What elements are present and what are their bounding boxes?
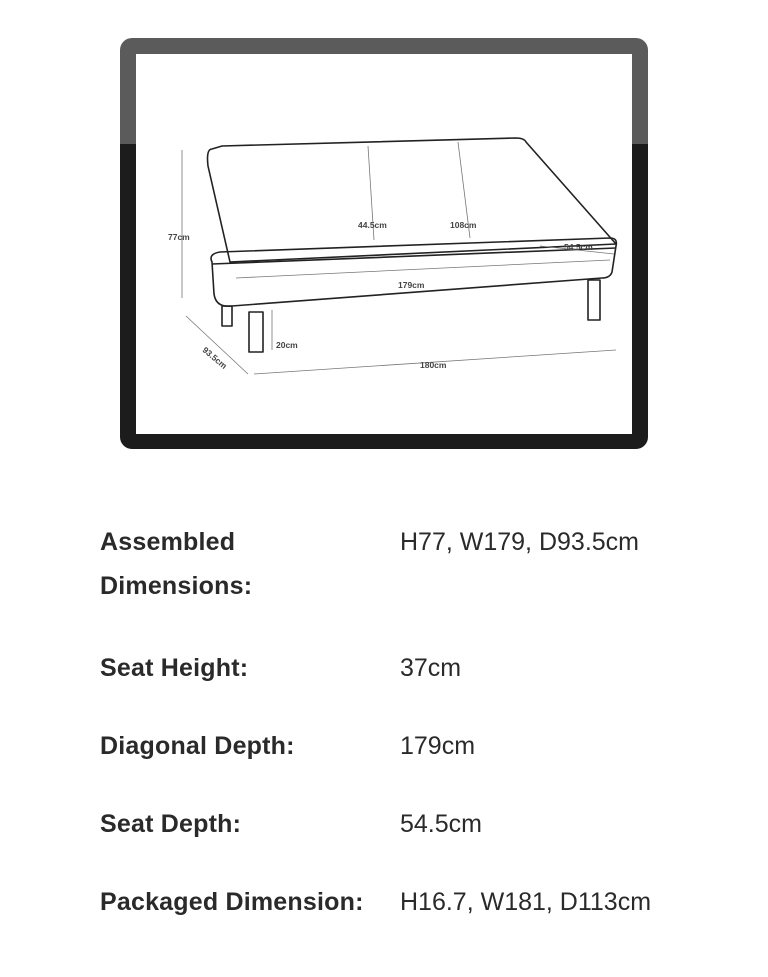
spec-value: H16.7, W181, D113cm — [400, 888, 652, 916]
seat-outline — [211, 238, 616, 306]
leg-height-label: 20cm — [276, 340, 298, 350]
leg-back-left — [222, 306, 232, 326]
spec-label: Diagonal Depth: — [100, 732, 295, 760]
spec-label: Packaged Dimension: — [100, 888, 364, 916]
seat-width-label: 179cm — [398, 280, 425, 290]
total-height-label: 77cm — [168, 232, 190, 242]
back-height-label: 44.5cm — [358, 220, 387, 230]
spec-label: Seat Height: — [100, 654, 249, 682]
spec-value: 54.5cm — [400, 810, 482, 838]
sofa-line-drawing — [136, 54, 632, 434]
total-width-label: 180cm — [420, 360, 447, 370]
spec-label: Assembled Dimensions: — [100, 528, 253, 600]
spec-value: H77, W179, D93.5cm — [400, 528, 639, 556]
sofa-dimension-diagram — [136, 54, 632, 434]
product-image-frame — [120, 38, 648, 449]
spec-label: Seat Depth: — [100, 810, 242, 838]
leg-front-right — [588, 280, 600, 320]
spec-value: 37cm — [400, 654, 462, 682]
depth-label: 93.5cm — [200, 344, 230, 371]
leg-front-left — [249, 312, 263, 352]
backrest-outline — [208, 138, 617, 262]
back-width-label: 108cm — [450, 220, 477, 230]
spec-value: 179cm — [400, 732, 476, 760]
seat-depth-label: 54.5cm — [564, 242, 593, 252]
